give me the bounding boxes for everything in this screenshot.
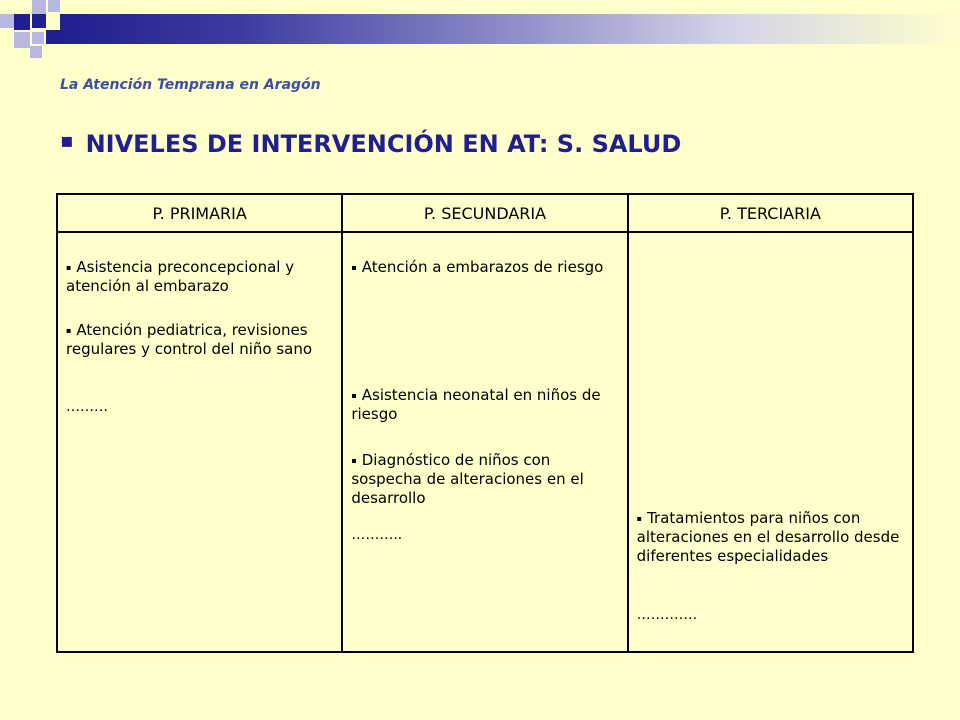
- corner-square: [0, 14, 14, 28]
- bullet: ▪: [66, 326, 72, 335]
- list-item: ▪ Atención pediatrica, revisiones regulares y control del niño sano: [66, 321, 313, 358]
- ellipsis: ………: [66, 399, 108, 415]
- bullet: ▪: [351, 263, 357, 272]
- corner-square: [32, 32, 44, 44]
- cell-primaria: [57, 232, 342, 652]
- title-text: NIVELES DE INTERVENCIÓN EN AT: S. SALUD: [85, 130, 682, 158]
- bullet: ▪: [351, 391, 357, 400]
- header-gradient-band: [60, 14, 960, 44]
- column-header-secundaria: P. SECUNDARIA: [342, 194, 627, 232]
- slide-subtitle: La Atención Temprana en Aragón: [60, 77, 321, 93]
- corner-square: [48, 0, 60, 12]
- corner-square: [14, 32, 30, 48]
- corner-square: [32, 0, 46, 14]
- ellipsis: ………….: [636, 607, 698, 623]
- corner-square: [32, 14, 46, 28]
- list-item: ▪ Asistencia neonatal en niños de riesgo: [351, 386, 601, 423]
- cell-terciaria: [628, 232, 913, 652]
- list-item: ▪ Tratamientos para niños con alteraciones en el desarrollo desde diferentes especialidades: [636, 509, 900, 565]
- intervention-levels-table: [56, 193, 914, 653]
- bullet: ▪: [66, 263, 72, 272]
- title-bullet: ▪: [60, 128, 74, 152]
- bullet: ▪: [351, 456, 357, 465]
- cell-secundaria: [342, 232, 627, 652]
- corner-square: [30, 46, 42, 58]
- corner-square: [46, 30, 60, 44]
- column-header-terciaria: P. TERCIARIA: [628, 194, 913, 232]
- list-item: ▪ Atención a embarazos de riesgo: [351, 258, 604, 276]
- list-item: ▪ Asistencia preconcepcional y atención al embarazo: [66, 258, 295, 295]
- column-header-primaria: P. PRIMARIA: [57, 194, 342, 232]
- corner-square: [14, 14, 30, 30]
- bullet: ▪: [636, 514, 643, 523]
- slide-title: [60, 130, 681, 158]
- ellipsis: ………..: [351, 527, 403, 543]
- list-item: ▪ Diagnóstico de niños con sospecha de alteraciones en el desarrollo: [351, 451, 584, 507]
